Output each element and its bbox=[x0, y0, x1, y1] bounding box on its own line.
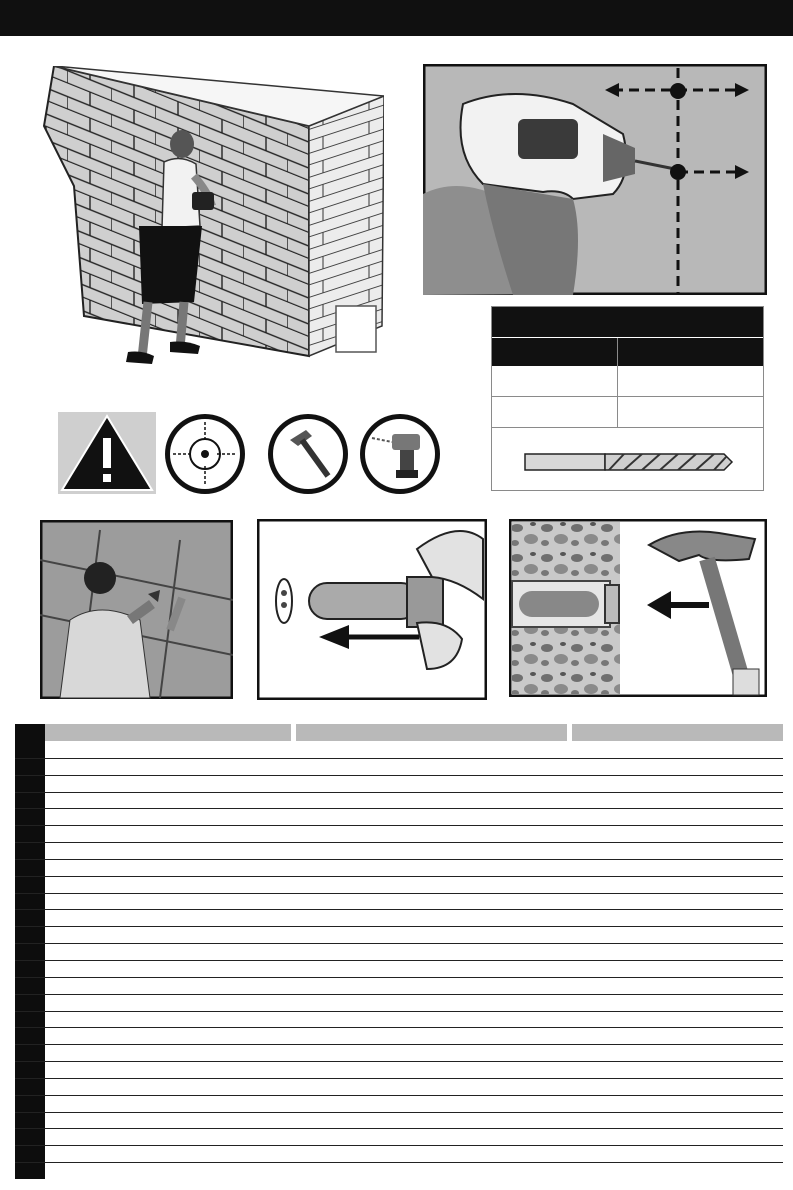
table-row-divider bbox=[15, 1128, 783, 1129]
table-row-divider bbox=[15, 960, 783, 961]
spec-col-header-2 bbox=[618, 338, 763, 366]
table-row-divider bbox=[15, 808, 783, 809]
table-row-divider bbox=[15, 977, 783, 978]
drill-spec-table bbox=[491, 306, 764, 491]
translation-table bbox=[15, 724, 783, 1179]
table-row-divider bbox=[15, 1112, 783, 1113]
table-row-divider bbox=[15, 926, 783, 927]
masonry-drill-bit-icon bbox=[524, 448, 734, 476]
table-row-divider bbox=[15, 1044, 783, 1045]
column-2-header bbox=[296, 724, 567, 741]
table-row-divider bbox=[15, 994, 783, 995]
table-row-divider bbox=[15, 1061, 783, 1062]
table-row-divider bbox=[15, 1011, 783, 1012]
table-row-divider bbox=[15, 876, 783, 877]
table-row-divider bbox=[15, 1145, 783, 1146]
table-row-divider bbox=[15, 943, 783, 944]
drill-hole-spacing-figure bbox=[423, 64, 767, 295]
hammer-anchor-into-wall-figure bbox=[509, 519, 767, 697]
column-1-header bbox=[45, 724, 291, 741]
table-row-divider bbox=[15, 825, 783, 826]
drill-icon bbox=[358, 412, 442, 496]
table-row-divider bbox=[15, 842, 783, 843]
table-row-divider bbox=[15, 1027, 783, 1028]
table-row-divider bbox=[15, 1162, 783, 1163]
column-3-header bbox=[572, 724, 783, 741]
table-row-divider bbox=[15, 1095, 783, 1096]
table-row-divider bbox=[15, 893, 783, 894]
spec-row bbox=[492, 397, 763, 428]
hammer-icon bbox=[266, 412, 350, 496]
warning-icon bbox=[58, 412, 156, 494]
person-drilling-wall-illustration bbox=[24, 66, 384, 380]
table-row-divider bbox=[15, 775, 783, 776]
spec-col-header-1 bbox=[492, 338, 617, 366]
person-hammering-wall-photo bbox=[40, 520, 233, 699]
table-row-divider bbox=[15, 909, 783, 910]
table-row-divider bbox=[15, 792, 783, 793]
table-row-divider bbox=[15, 758, 783, 759]
spec-divider bbox=[617, 338, 618, 428]
target-mark-icon bbox=[163, 412, 247, 496]
spec-row bbox=[492, 366, 763, 397]
spec-table-title-bar bbox=[492, 307, 763, 337]
table-row-divider bbox=[15, 859, 783, 860]
header-bar bbox=[0, 0, 793, 36]
table-row-divider bbox=[15, 1078, 783, 1079]
insert-anchor-figure bbox=[257, 519, 487, 700]
